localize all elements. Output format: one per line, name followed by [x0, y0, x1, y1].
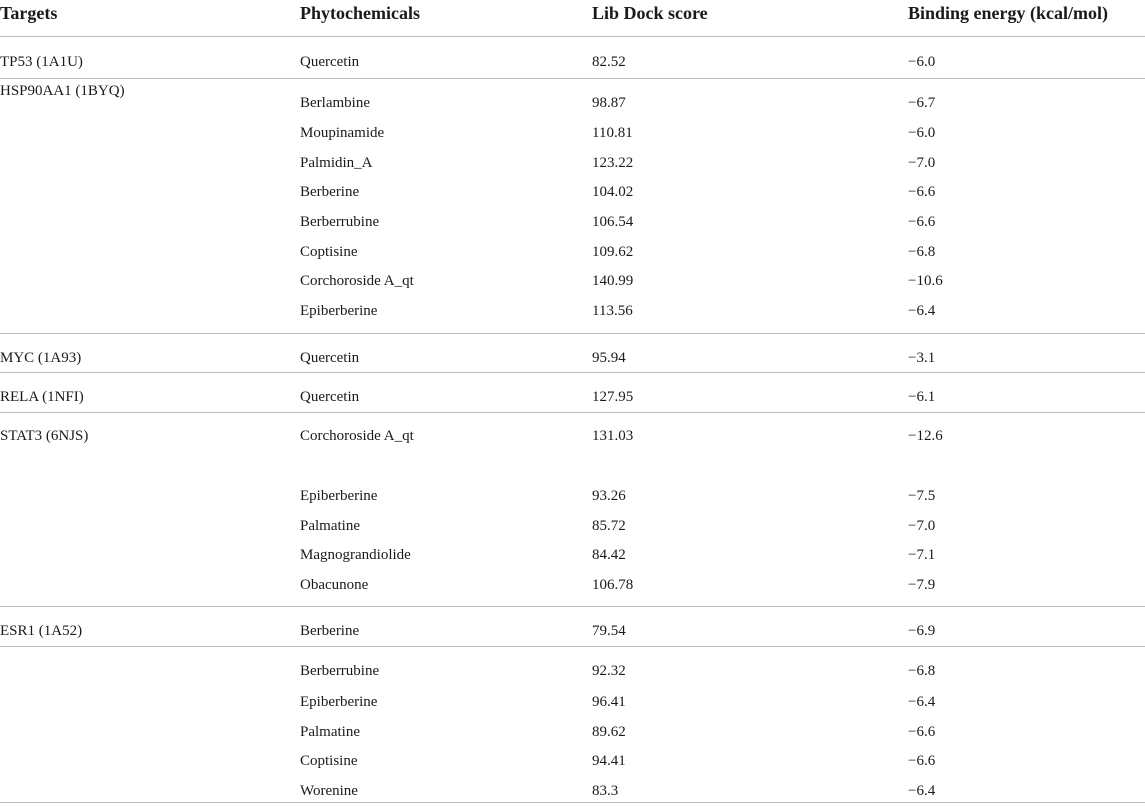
phytochemical-cell: Epiberberine	[300, 694, 378, 710]
header-phytochemicals: Phytochemicals	[300, 3, 420, 23]
phytochemical-cell: Worenine	[300, 783, 358, 799]
table-row	[0, 540, 1145, 570]
phytochemical-cell: Coptisine	[300, 753, 358, 769]
target-cell: MYC (1A93)	[0, 350, 82, 366]
table-row	[0, 333, 1145, 372]
score-cell: 109.62	[592, 244, 634, 260]
energy-cell: −10.6	[908, 273, 943, 289]
table-bottom-rule	[0, 802, 1145, 803]
phytochemical-cell: Palmatine	[300, 518, 360, 534]
score-cell: 79.54	[592, 623, 626, 639]
phytochemical-cell: Epiberberine	[300, 488, 378, 504]
target-cell: ESR1 (1A52)	[0, 623, 83, 639]
table-row	[0, 207, 1145, 237]
energy-cell: −7.0	[908, 518, 936, 534]
phytochemical-cell: Quercetin	[300, 350, 360, 366]
phytochemical-cell: Berberrubine	[300, 214, 380, 230]
score-cell: 93.26	[592, 488, 626, 504]
score-cell: 113.56	[592, 303, 633, 319]
energy-cell: −6.7	[908, 95, 936, 111]
phytochemical-cell: Magnograndiolide	[300, 547, 411, 563]
phytochemical-cell: Berberine	[300, 184, 360, 200]
score-cell: 94.41	[592, 753, 626, 769]
table-row	[0, 511, 1145, 540]
energy-cell: −6.9	[908, 623, 936, 639]
table-row	[0, 37, 1145, 78]
header-binding-energy: Binding energy (kcal/mol)	[908, 3, 1109, 23]
phytochemical-cell: Coptisine	[300, 244, 358, 260]
energy-cell: −6.6	[908, 724, 936, 740]
table-row	[0, 606, 1145, 646]
table-row	[0, 148, 1145, 177]
score-cell: 89.62	[592, 724, 626, 740]
phytochemical-cell: Moupinamide	[300, 125, 385, 141]
phytochemical-cell: Quercetin	[300, 389, 360, 405]
energy-cell: −6.0	[908, 54, 936, 70]
energy-cell: −7.9	[908, 577, 936, 593]
score-cell: 106.54	[592, 214, 634, 230]
score-cell: 140.99	[592, 273, 634, 289]
table-body	[0, 37, 1145, 806]
energy-cell: −6.6	[908, 184, 936, 200]
table-row	[0, 177, 1145, 207]
table-row	[0, 118, 1145, 148]
score-cell: 92.32	[592, 663, 626, 679]
score-cell: 96.41	[592, 694, 626, 710]
phytochemical-cell: Berberine	[300, 623, 360, 639]
energy-cell: −6.1	[908, 389, 936, 405]
table-row	[0, 746, 1145, 776]
score-cell: 106.78	[592, 577, 634, 593]
phytochemical-cell: Berlambine	[300, 95, 370, 111]
phytochemical-cell: Epiberberine	[300, 303, 378, 319]
phytochemical-cell: Quercetin	[300, 54, 360, 70]
table-row	[0, 687, 1145, 717]
energy-cell: −6.0	[908, 125, 936, 141]
score-cell: 131.03	[592, 428, 634, 444]
phytochemical-cell: Palmatine	[300, 724, 360, 740]
score-cell: 95.94	[592, 350, 626, 366]
target-cell: TP53 (1A1U)	[0, 54, 83, 70]
score-cell: 84.42	[592, 547, 626, 563]
score-cell: 85.72	[592, 518, 626, 534]
energy-cell: −3.1	[908, 350, 936, 366]
phytochemical-cell: Corchoroside A_qt	[300, 428, 414, 444]
table-header	[0, 0, 1145, 37]
table-row	[0, 412, 1145, 481]
phytochemical-cell: Palmidin_A	[300, 155, 373, 171]
score-cell: 110.81	[592, 125, 633, 141]
energy-cell: −12.6	[908, 428, 943, 444]
energy-cell: −6.8	[908, 244, 936, 260]
score-cell: 123.22	[592, 155, 634, 171]
header-libdock-score: Lib Dock score	[592, 3, 708, 23]
score-cell: 98.87	[592, 95, 626, 111]
table-row	[0, 646, 1145, 687]
energy-cell: −7.1	[908, 547, 936, 563]
energy-cell: −7.5	[908, 488, 936, 504]
table-row	[0, 717, 1145, 746]
energy-cell: −6.4	[908, 783, 936, 799]
target-cell: RELA (1NFI)	[0, 389, 84, 405]
energy-cell: −6.4	[908, 694, 936, 710]
table-row	[0, 296, 1145, 333]
energy-cell: −6.4	[908, 303, 936, 319]
phytochemical-cell: Berberrubine	[300, 663, 380, 679]
score-cell: 82.52	[592, 54, 626, 70]
target-cell: STAT3 (6NJS)	[0, 428, 89, 444]
table-row	[0, 372, 1145, 412]
table-row	[0, 78, 1145, 118]
target-cell: HSP90AA1 (1BYQ)	[0, 83, 125, 99]
energy-cell: −6.6	[908, 214, 936, 230]
energy-cell: −7.0	[908, 155, 936, 171]
table-row	[0, 237, 1145, 266]
table-row	[0, 570, 1145, 606]
table-row	[0, 481, 1145, 511]
score-cell: 104.02	[592, 184, 634, 200]
table-row	[0, 266, 1145, 296]
phytochemical-cell: Obacunone	[300, 577, 369, 593]
score-cell: 83.3	[592, 783, 619, 799]
phytochemical-cell: Corchoroside A_qt	[300, 273, 414, 289]
header-targets: Targets	[0, 3, 58, 23]
score-cell: 127.95	[592, 389, 634, 405]
energy-cell: −6.8	[908, 663, 936, 679]
energy-cell: −6.6	[908, 753, 936, 769]
